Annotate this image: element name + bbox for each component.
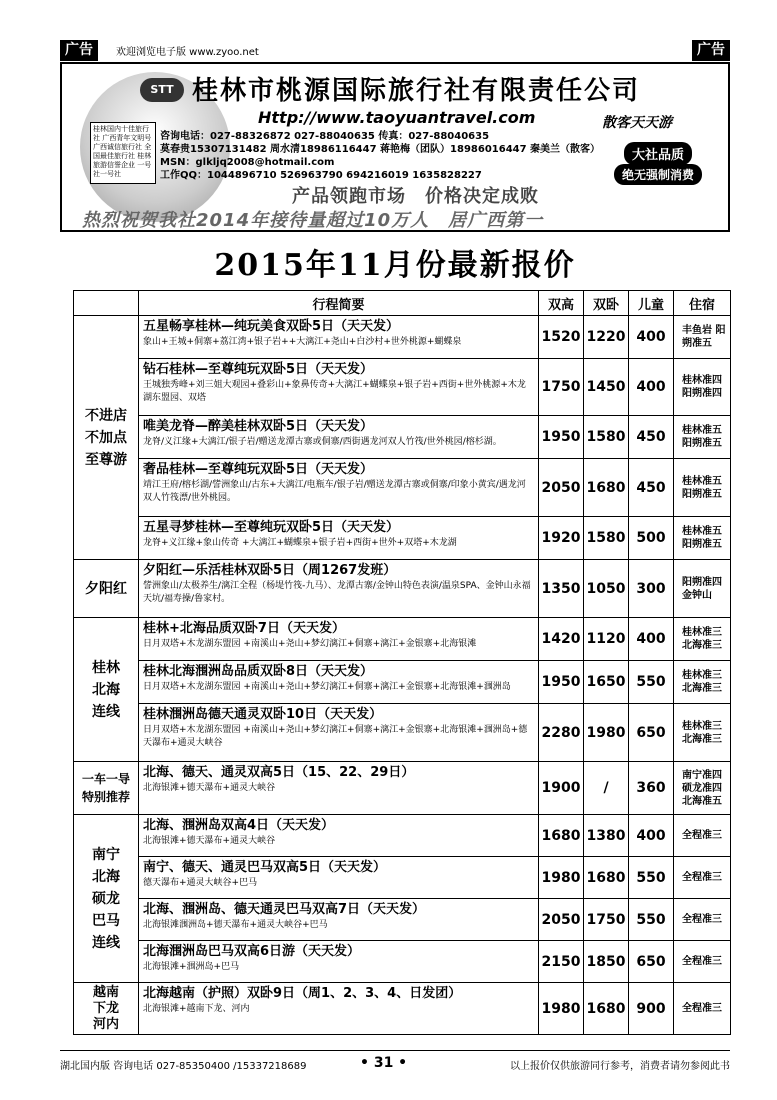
route-desc: 北海银滩涠洲岛+德天瀑布+通灵大峡谷+巴马 (143, 920, 328, 930)
route-desc: 龙脊/义江缘+大漓江/银子岩/赠送龙潭古寨或侗寨/西街遇龙河双人竹筏/世外桃园/榕杉湖。 (143, 437, 502, 447)
price-double-high: 1920 (539, 517, 584, 560)
category-cell (74, 618, 139, 762)
route-desc: 靖江王府/榕杉湖/訾洲象山/古东+大漓江/电瓶车/银子岩/赠送龙潭古寨或侗寨/印象小黄宾/遇龙河双人竹筏漂/世外桃园。 (143, 480, 526, 503)
table-row (74, 704, 731, 762)
price-double-high: 1980 (539, 983, 584, 1035)
route-cell (139, 459, 539, 517)
route-title: 钻石桂林—至尊纯玩双卧5日（天天发） (143, 362, 374, 377)
price-child: 500 (629, 517, 674, 560)
price-double-sleeper: 1580 (584, 416, 629, 459)
table-row (74, 983, 731, 1035)
price-double-high: 1350 (539, 560, 584, 618)
hotel-cell: 全程准三 (674, 857, 731, 899)
price-child: 550 (629, 857, 674, 899)
route-cell (139, 983, 539, 1035)
category-cell (74, 316, 139, 560)
price-double-sleeper: 1850 (584, 941, 629, 983)
price-double-sleeper: 1450 (584, 359, 629, 416)
price-double-high: 2280 (539, 704, 584, 762)
hotel-cell: 桂林准四 阳朔准四 (674, 359, 731, 416)
price-child: 650 (629, 704, 674, 762)
route-title: 南宁、德天、通灵巴马双高5日（天天发） (143, 860, 387, 875)
header-hotel: 住宿 (674, 291, 731, 316)
price-child: 450 (629, 416, 674, 459)
route-cell (139, 941, 539, 983)
price-child: 360 (629, 762, 674, 815)
footer-left: 湖北国内版 咨询电话 027-85350400 /15337218689 (60, 1061, 307, 1072)
motto: 产品领跑市场 价格决定成败 (292, 186, 539, 207)
price-child: 400 (629, 618, 674, 661)
price-double-sleeper: 1120 (584, 618, 629, 661)
page-footer (60, 1055, 730, 1075)
no-forced-shopping-badge: 绝无强制消费 (614, 164, 702, 185)
price-child: 400 (629, 359, 674, 416)
ad-tag-right: 广告 (692, 40, 730, 61)
contact-line: 莫春贵15307131482 周水清18986116447 蒋艳梅（团队）18986016447 秦美兰（散客） (160, 144, 601, 155)
table-row (74, 316, 731, 359)
table-row (74, 762, 731, 815)
header-route: 行程简要 (139, 291, 539, 316)
quality-badge: 大社品质 (624, 142, 692, 165)
route-cell (139, 815, 539, 857)
page-number: • 31 • (360, 1055, 408, 1071)
route-title: 北海涠洲岛巴马双高6日游（天天发） (143, 944, 361, 959)
price-double-sleeper: 1750 (584, 899, 629, 941)
header-child: 儿童 (629, 291, 674, 316)
table-row (74, 618, 731, 661)
price-double-sleeper: 1680 (584, 459, 629, 517)
route-desc: 日月双塔+木龙湖东盟园 +南溪山+尧山+梦幻漓江+侗寨+漓江+金银寨+北海银滩+涠洲岛 (143, 682, 511, 692)
price-double-high: 1950 (539, 661, 584, 704)
table-row (74, 517, 731, 560)
price-child: 550 (629, 661, 674, 704)
table-row (74, 857, 731, 899)
price-child: 400 (629, 316, 674, 359)
route-title: 北海、涠洲岛双高4日（天天发） (143, 818, 335, 833)
price-child: 400 (629, 815, 674, 857)
category-label: 越南下龙河内 (92, 984, 119, 1032)
price-double-high: 2050 (539, 899, 584, 941)
hotel-cell: 全程准三 (674, 815, 731, 857)
route-title: 五星畅享桂林—纯玩美食双卧5日（天天发） (143, 319, 400, 334)
price-double-high: 2150 (539, 941, 584, 983)
slogan: 散客天天游 (602, 115, 672, 131)
honors-box: 桂林国内十佳旅行社 广西青年文明号 广西诚信旅行社 全国最佳旅行社 桂林旅游信誉企业 一号社一号社 (90, 122, 156, 184)
price-double-sleeper: 1680 (584, 983, 629, 1035)
price-double-high: 1680 (539, 815, 584, 857)
category-cell (74, 762, 139, 815)
route-title: 唯美龙脊—醉美桂林双卧5日（天天发） (143, 419, 374, 434)
route-desc: 龙脊+义江缘+象山传奇 +大漓江+蝴蝶泉+银子岩+西街+世外+双塔+木龙湖 (143, 538, 457, 548)
price-child: 550 (629, 899, 674, 941)
contact-info (160, 130, 600, 182)
route-cell (139, 704, 539, 762)
table-row (74, 661, 731, 704)
hotel-cell: 桂林准五 阳朔准五 (674, 517, 731, 560)
category-cell (74, 560, 139, 618)
ad-tag-left: 广告 (60, 40, 98, 61)
table-row (74, 899, 731, 941)
route-cell (139, 762, 539, 815)
route-title: 北海、涠洲岛、德天通灵巴马双高7日（天天发） (143, 902, 426, 917)
category-cell (74, 815, 139, 983)
price-double-high: 1950 (539, 416, 584, 459)
route-title: 桂林+北海品质双卧7日（天天发） (143, 621, 345, 636)
route-desc: 北海银滩+越南下龙、河内 (143, 1004, 250, 1014)
route-desc: 日月双塔+木龙湖东盟园 +南溪山+尧山+梦幻漓江+侗寨+漓江+金银寨+北海银滩 (143, 639, 477, 649)
hotel-cell: 桂林准五 阳朔准五 (674, 416, 731, 459)
congrats-line: 热烈祝贺我社2014年接待量超过10万人 居广西第一 (82, 210, 544, 231)
price-child: 450 (629, 459, 674, 517)
price-double-sleeper: 1050 (584, 560, 629, 618)
route-desc: 北海银滩+德天瀑布+通灵大峡谷 (143, 783, 276, 793)
contact-line: MSN：glkljq2008@hotmail.com (160, 157, 335, 168)
route-cell (139, 857, 539, 899)
table-row (74, 815, 731, 857)
route-desc: 德天瀑布+通灵大峡谷+巴马 (143, 878, 258, 888)
price-double-high: 1750 (539, 359, 584, 416)
route-desc: 象山+王城+侗寨+荔江湾+银子岩++大漓江+尧山+白沙村+世外桃源+蝴蝶泉 (143, 337, 462, 347)
category-label: 不进店不加点至尊游 (85, 407, 127, 468)
top-bar (60, 40, 730, 62)
category-label: 夕阳红 (85, 580, 127, 597)
hotel-cell: 南宁准四 硕龙准四 北海准五 (674, 762, 731, 815)
route-desc: 王城独秀峰+刘三姐大观园+叠彩山+象鼻传奇+大漓江+蝴蝶泉+银子岩+西街+世外桃源+木龙湖东盟园、双塔 (143, 380, 526, 403)
table-header-row (74, 291, 731, 316)
header-category (74, 291, 139, 316)
table-row (74, 459, 731, 517)
contact-line: 工作QQ：1044896710 526963790 694216019 1635828227 (160, 170, 482, 181)
ad-banner (60, 62, 730, 232)
category-label: 一车一导特别推荐 (81, 772, 130, 804)
price-table (73, 290, 731, 1035)
price-double-sleeper: 1650 (584, 661, 629, 704)
price-double-high: 1520 (539, 316, 584, 359)
price-double-sleeper: 1380 (584, 815, 629, 857)
route-title: 五星寻梦桂林—至尊纯玩双卧5日（天天发） (143, 520, 400, 535)
route-cell (139, 416, 539, 459)
table-row (74, 359, 731, 416)
table-row (74, 560, 731, 618)
table-row (74, 416, 731, 459)
header-double-high: 双高 (539, 291, 584, 316)
hotel-cell: 桂林准五 阳朔准五 (674, 459, 731, 517)
table-row (74, 941, 731, 983)
price-double-high: 1420 (539, 618, 584, 661)
route-title: 北海越南（护照）双卧9日（周1、2、3、4、日发团） (143, 986, 462, 1001)
hotel-cell: 全程准三 (674, 941, 731, 983)
route-title: 北海、德天、通灵双高5日（15、22、29日） (143, 765, 415, 780)
category-label: 南宁北海硕龙巴马连线 (92, 846, 120, 951)
price-double-high: 2050 (539, 459, 584, 517)
price-child: 650 (629, 941, 674, 983)
price-double-sleeper: 1980 (584, 704, 629, 762)
category-cell (74, 983, 139, 1035)
hotel-cell: 阳朔准四 金钟山 (674, 560, 731, 618)
hotel-cell: 全程准三 (674, 983, 731, 1035)
hotel-cell: 全程准三 (674, 899, 731, 941)
hotel-cell: 桂林准三 北海准三 (674, 661, 731, 704)
hotel-cell: 桂林准三 北海准三 (674, 618, 731, 661)
website-link[interactable]: Http://www.taoyuantravel.com (258, 108, 536, 127)
route-cell (139, 661, 539, 704)
price-double-high: 1980 (539, 857, 584, 899)
contact-line: 咨询电话：027-88326872 027-88040635 传真：027-88040635 (160, 131, 490, 142)
route-title: 奢品桂林—至尊纯玩双卧5日（天天发） (143, 462, 374, 477)
price-double-sleeper: / (584, 762, 629, 815)
route-cell (139, 316, 539, 359)
logo-mark: STT (140, 78, 184, 102)
footer-disclaimer: 以上报价仅供旅游同行参考，消费者请勿参阅此书 (510, 1061, 730, 1072)
route-cell (139, 517, 539, 560)
price-double-sleeper: 1580 (584, 517, 629, 560)
route-desc: 北海银滩+涠洲岛+巴马 (143, 962, 240, 972)
welcome-text[interactable]: 欢迎浏览电子版 www.zyoo.net (116, 47, 259, 58)
route-title: 夕阳红—乐活桂林双卧5日（周1267发班） (143, 563, 397, 578)
price-double-sleeper: 1220 (584, 316, 629, 359)
price-child: 300 (629, 560, 674, 618)
route-title: 桂林涠洲岛德天通灵双卧10日（天天发） (143, 707, 383, 722)
hotel-cell: 桂林准三 北海准三 (674, 704, 731, 762)
route-desc: 日月双塔+木龙湖东盟园 +南溪山+尧山+梦幻漓江+侗寨+漓江+金银寨+北海银滩+涠洲岛+德天瀑布+通灵大峡谷 (143, 725, 528, 748)
route-cell (139, 618, 539, 661)
route-desc: 北海银滩+德天瀑布+通灵大峡谷 (143, 836, 276, 846)
price-child: 900 (629, 983, 674, 1035)
page-title: 2015年11月份最新报价 (214, 248, 576, 283)
category-label: 桂林北海连线 (92, 659, 120, 720)
route-desc: 訾洲象山/太极养生/漓江全程（杨堤竹筏-九马）、龙潭古寨/金钟山特色表演/温泉SPA、金钟山永福天坑/福寿操/鲁家村。 (143, 581, 531, 604)
route-cell (139, 560, 539, 618)
hotel-cell: 丰鱼岩 阳朔准五 (674, 316, 731, 359)
route-cell (139, 359, 539, 416)
price-double-sleeper: 1680 (584, 857, 629, 899)
footer-divider (60, 1050, 730, 1051)
header-double-sleeper: 双卧 (584, 291, 629, 316)
price-double-high: 1900 (539, 762, 584, 815)
route-title: 桂林北海涠洲岛品质双卧8日（天天发） (143, 664, 374, 679)
route-cell (139, 899, 539, 941)
company-name: 桂林市桃源国际旅行社有限责任公司 (192, 76, 641, 106)
